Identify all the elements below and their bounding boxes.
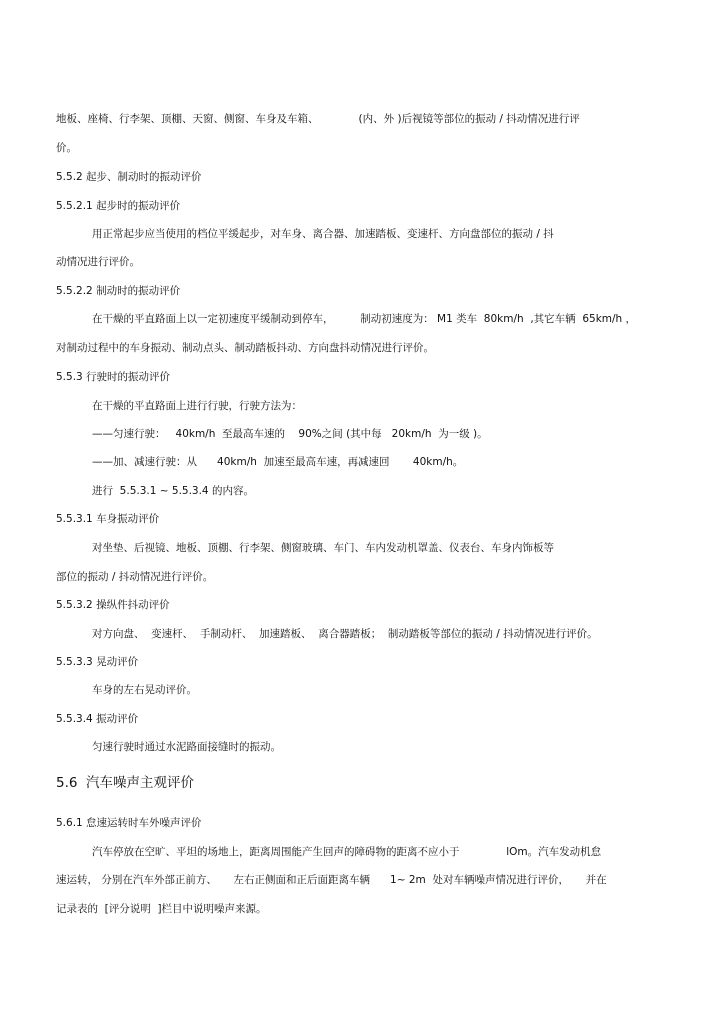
paragraph-line: 进行 5.5.3.1 ~ 5.5.3.4 的内容。 — [92, 485, 254, 497]
section-heading: 5.5.3 行驶时的振动评价 — [56, 371, 171, 383]
paragraph-line: 速运转， 分别在汽车外部正前方、 左右正侧面和正后面距离车辆 1~ 2m 处对车辆噪声情况进行评价， 并在 — [56, 874, 607, 886]
list-item: ——匀速行驶： 40km/h 至最高车速的 90%之间 (其中每 20km/h 为一级 )。 — [92, 428, 488, 440]
paragraph-line: 对方向盘、 变速杆、 手制动杆、 加速踏板、 离合器踏板； 制动踏板等部位的振动 / 抖动情况进行评价。 — [92, 628, 598, 640]
section-heading: 5.6.1 怠速运转时车外噪声评价 — [56, 817, 202, 829]
paragraph-line: 价。 — [56, 142, 77, 154]
paragraph-line: 用正常起步应当使用的档位平缓起步，对车身、离合器、加速踏板、变速杆、方向盘部位的振动 / 抖 — [92, 228, 554, 240]
section-heading: 5.5.3.3 晃动评价 — [56, 656, 139, 668]
section-heading: 5.5.2 起步、制动时的振动评价 — [56, 171, 202, 183]
paragraph-line: 对制动过程中的车身振动、制动点头、制动踏板抖动、方向盘抖动情况进行评价。 — [56, 342, 434, 354]
paragraph-line: 在干燥的平直路面上进行行驶，行驶方法为： — [92, 400, 302, 412]
paragraph-line: 车身的左右晃动评价。 — [92, 684, 197, 696]
paragraph-line: 对坐垫、后视镜、地板、顶棚、行李架、侧窗玻璃、车门、车内发动机罩盖、仪表台、车身内饰板等 — [92, 542, 554, 554]
list-item: ——加、减速行驶：从 40km/h 加速至最高车速，再减速回 40km/h。 — [92, 456, 464, 468]
section-heading: 5.5.2.2 制动时的振动评价 — [56, 285, 181, 297]
paragraph-line: 记录表的 [评分说明 ]栏目中说明噪声来源。 — [56, 903, 267, 915]
section-heading: 5.5.3.4 振动评价 — [56, 713, 139, 725]
paragraph-line: 在干燥的平直路面上以一定初速度平缓制动到停车， 制动初速度为： M1 类车 80km/h ,其它车辆 65km/h ， — [92, 313, 637, 325]
section-heading: 5.5.3.2 操纵件抖动评价 — [56, 599, 170, 611]
paragraph-line: 匀速行驶时通过水泥路面接缝时的振动。 — [92, 741, 281, 753]
section-heading: 5.5.3.1 车身振动评价 — [56, 513, 160, 525]
paragraph-line: 地板、座椅、行李架、顶棚、天窗、侧窗、车身及车箱、 (内、外 )后视镜等部位的振动 / 抖动情况进行评 — [56, 113, 580, 125]
section-heading: 5.5.2.1 起步时的振动评价 — [56, 200, 181, 212]
paragraph-line: 部位的振动 / 抖动情况进行评价。 — [56, 571, 214, 583]
chapter-heading: 5.6 汽车噪声主观评价 — [56, 775, 195, 791]
paragraph-line: 汽车停放在空旷、平坦的场地上，距离周围能产生回声的障碍物的距离不应小于 lOm。汽车发动机怠 — [92, 846, 602, 858]
paragraph-line: 动情况进行评价。 — [56, 256, 140, 268]
